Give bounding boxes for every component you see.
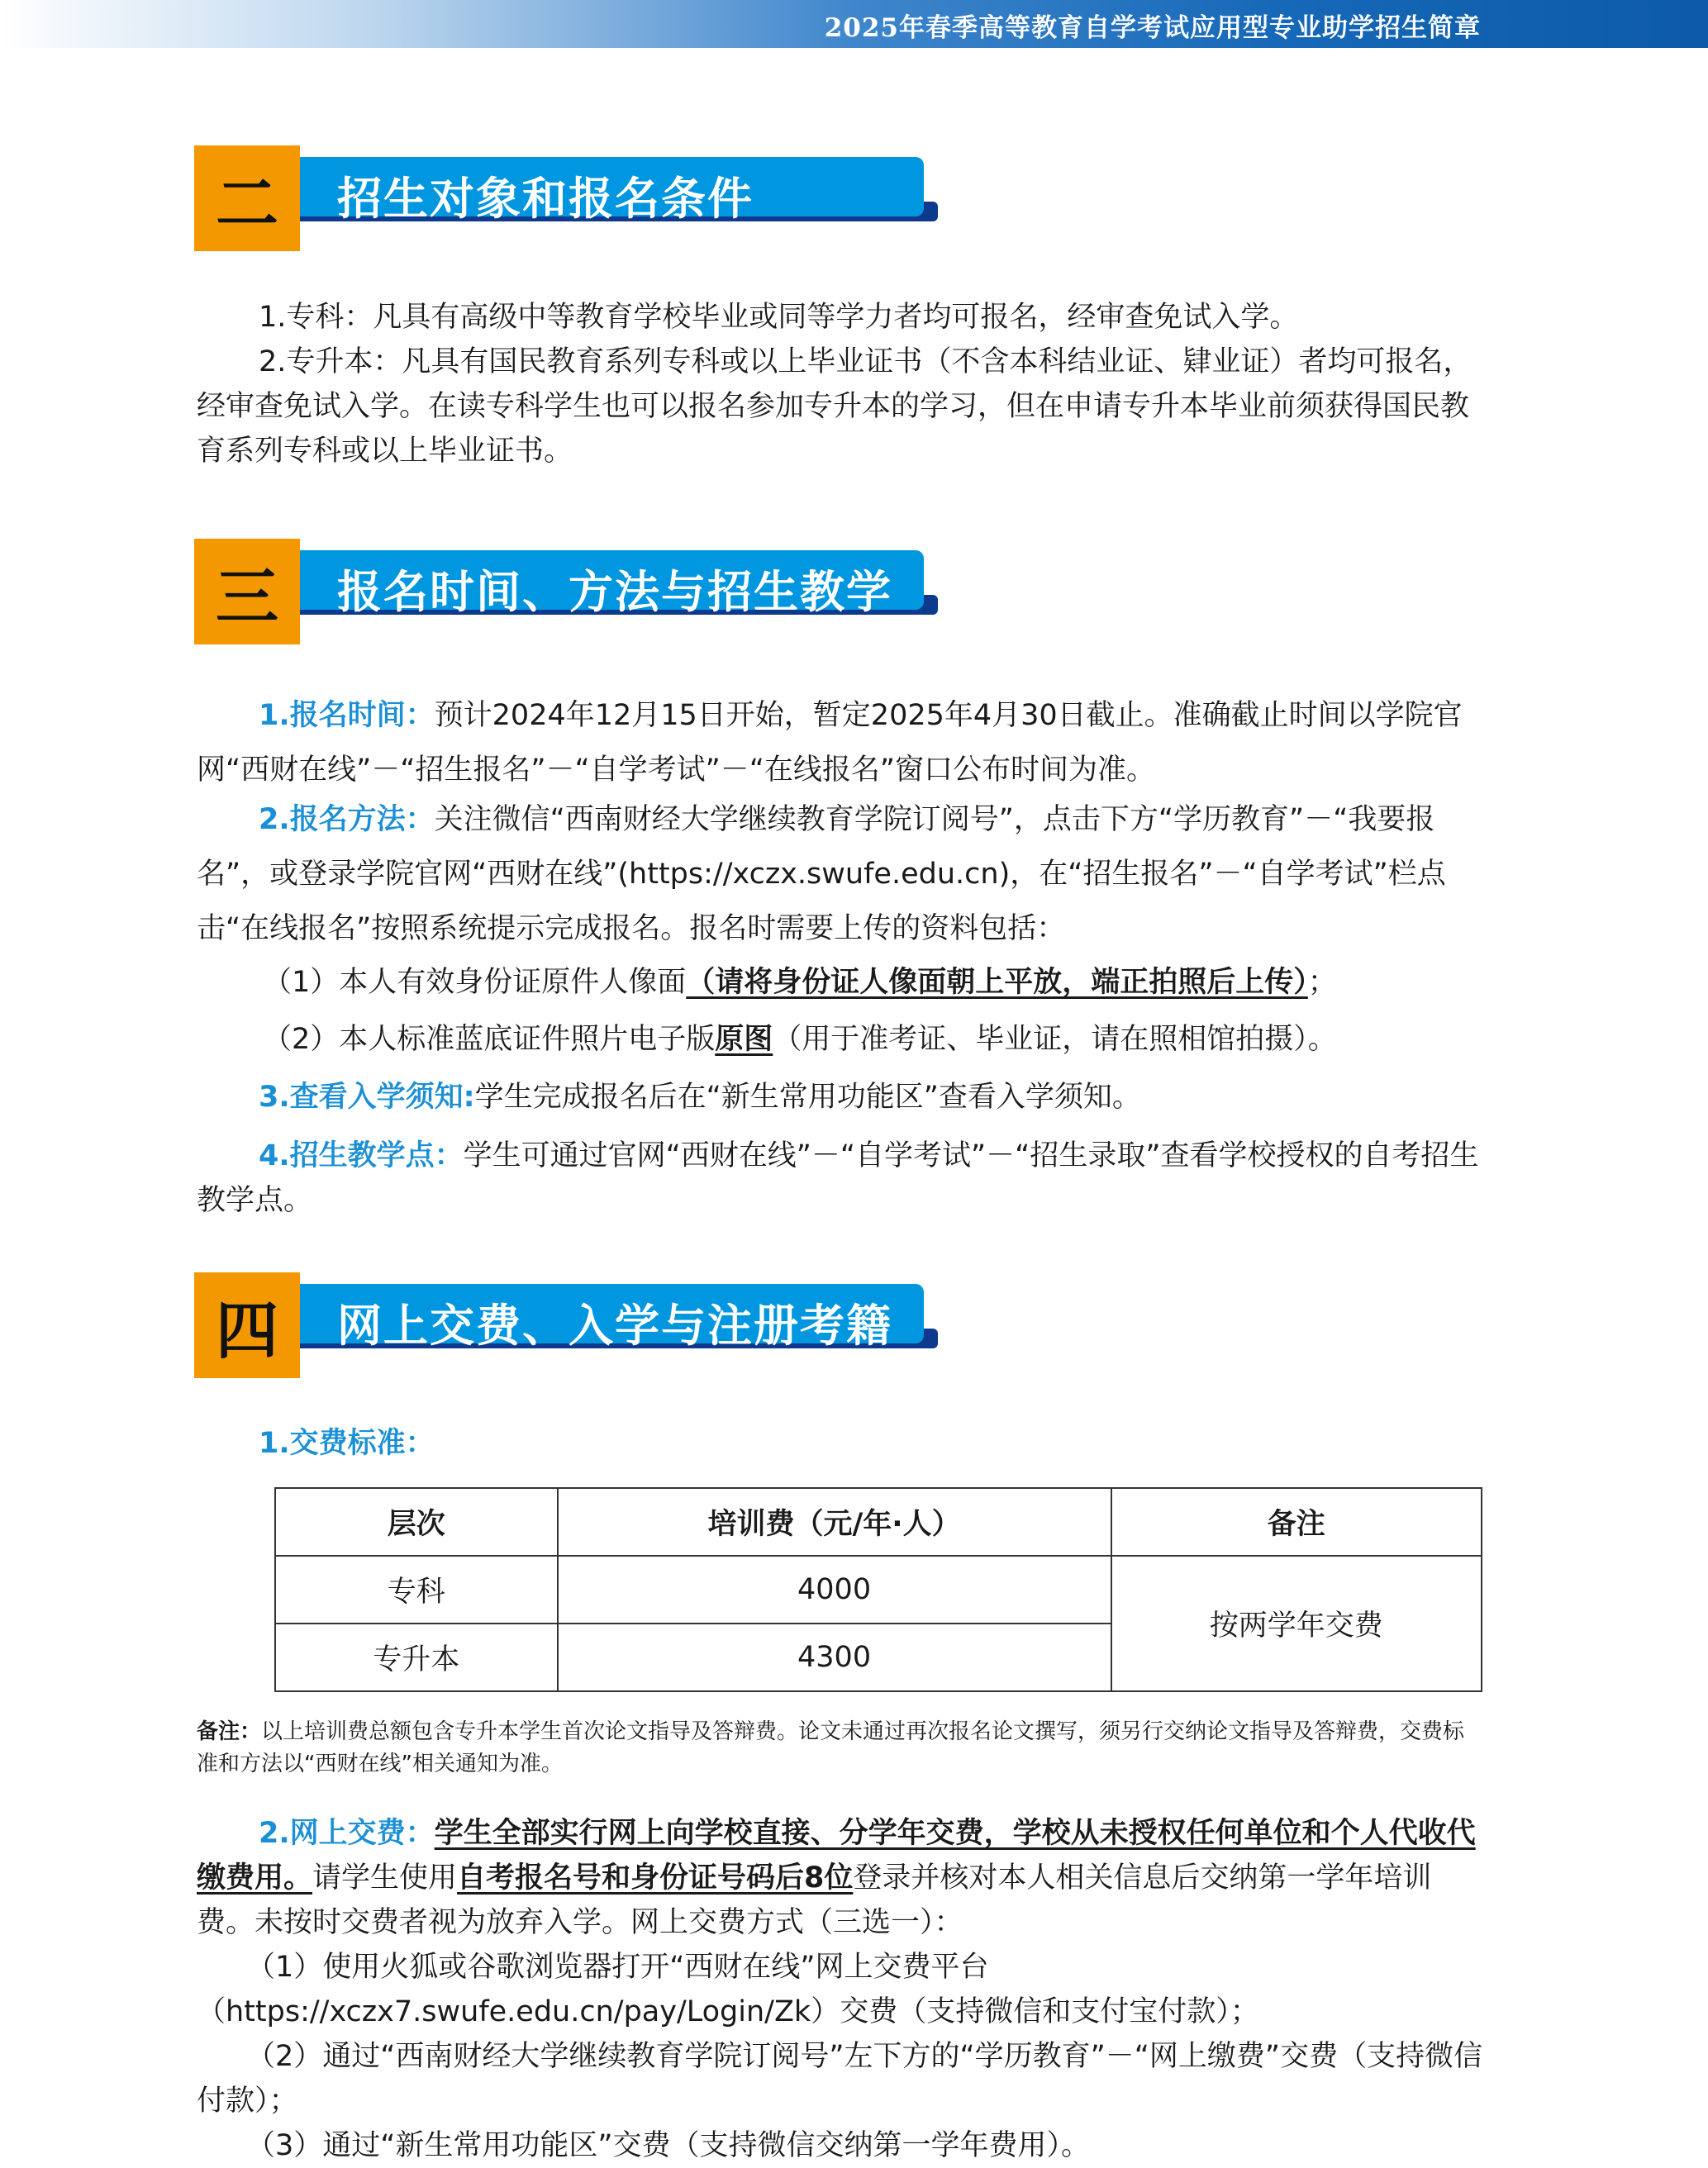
section-number: 二 — [194, 145, 300, 251]
fee-note: 备注：以上培训费总额包含专升本学生首次论文指导及答辩费。论文未通过再次报名论文撰写，须另行交纳论文指导及答辩费，交费标准和方法以“西财在线”相关通知为准。 — [197, 1719, 1465, 1776]
section-number: 三 — [194, 539, 300, 644]
s3-paragraph-3: 3.查看入学须知:学生完成报名后在“新生常用功能区”查看入学须知。 — [259, 1081, 1141, 1114]
payment-way-1: （1）使用火狐或谷歌浏览器打开“西财在线”网上交费平台（https://xczx7.swufe.edu.cn/pay/Login/Zk）交费（支持微信和支付宝付款）； — [197, 1951, 1259, 2028]
section-heading-2 — [194, 145, 979, 254]
s3-paragraph-2: 2.报名方法：关注微信“西南财经大学继续教育学院订阅号”，点击下方“学历教育”－“我要报名”，或登录学院官网“西财在线”(https://xczx.swufe.edu.cn)，在“招生报名”－“自学考试”栏点击“在线报名”按照系统提示完成报名。报名时需要上传的资料包括： — [197, 803, 1446, 945]
online-payment-paragraph: 2.网上交费：学生全部实行网上向学校直接、分学年交费，学校从未授权任何单位和个人代收代缴费用。请学生使用自考报名号和身份证号码后8位登录并核对本人相关信息后交纳第一学年培训费。未按时交费者视为放弃入学。网上交费方式（三选一）： — [197, 1817, 1476, 1939]
s3-item-2: （2）本人标准蓝底证件照片电子版原图（用于准考证、毕业证，请在照相馆拍摄）。 — [263, 1023, 1337, 1056]
table-cell-fee: 4300 — [558, 1624, 1111, 1691]
fee-standard-label: 1.交费标准： — [259, 1427, 435, 1460]
table-cell-fee: 4000 — [558, 1556, 1111, 1624]
table-cell-remark: 按两学年交费 — [1111, 1556, 1482, 1691]
s2-paragraph-2: 2.专升本：凡具有国民教育系列专科或以上毕业证书（不含本科结业证、肄业证）者均可报名，经审查免试入学。在读专科学生也可以报名参加专升本的学习，但在申请专升本毕业前须获得国民教育系列专科或以上毕业证书。 — [197, 345, 1472, 468]
section-title: 网上交费、入学与注册考籍 — [337, 1300, 892, 1352]
payment-way-2: （2）通过“西南财经大学继续教育学院订阅号”左下方的“学历教育”－“网上缴费”交费（支持微信付款）； — [197, 2040, 1483, 2118]
payment-way-3: （3）通过“新生常用功能区”交费（支持微信交纳第一学年费用）。 — [246, 2129, 1091, 2162]
table-header-row — [275, 1488, 1482, 1556]
fee-table — [274, 1487, 1482, 1692]
header-title: 2025年春季高等教育自学考试应用型专业助学招生简章 — [824, 13, 1481, 43]
s3-paragraph-4: 4.招生教学点：学生可通过官网“西财在线”－“自学考试”－“招生录取”查看学校授权的自考招生教学点。 — [197, 1139, 1479, 1217]
section-title: 报名时间、方法与招生教学点 — [337, 566, 892, 682]
section-number: 四 — [194, 1272, 300, 1378]
s2-paragraph-1: 1.专科：凡具有高级中等教育学校毕业或同等学力者均可报名，经审查免试入学。 — [259, 301, 1299, 334]
s3-paragraph-1: 1.报名时间：预计2024年12月15日开始，暂定2025年4月30日截止。准确截止时间以学院官网“西财在线”－“招生报名”－“自学考试”－“在线报名”窗口公布时间为准。 — [197, 699, 1463, 787]
table-header: 培训费（元/年·人） — [558, 1488, 1111, 1556]
section-heading-4 — [194, 1272, 979, 1381]
header-bar — [0, 0, 1708, 48]
table-row — [275, 1556, 1482, 1624]
table-header: 备注 — [1111, 1488, 1482, 1556]
s3-item-1: （1）本人有效身份证原件人像面（请将身份证人像面朝上平放，端正拍照后上传）； — [263, 966, 1337, 999]
table-cell-level: 专升本 — [275, 1624, 558, 1691]
table-cell-level: 专科 — [275, 1556, 558, 1624]
table-header: 层次 — [275, 1488, 558, 1556]
section-heading-3 — [194, 539, 979, 682]
section-title: 招生对象和报名条件 — [337, 173, 754, 225]
